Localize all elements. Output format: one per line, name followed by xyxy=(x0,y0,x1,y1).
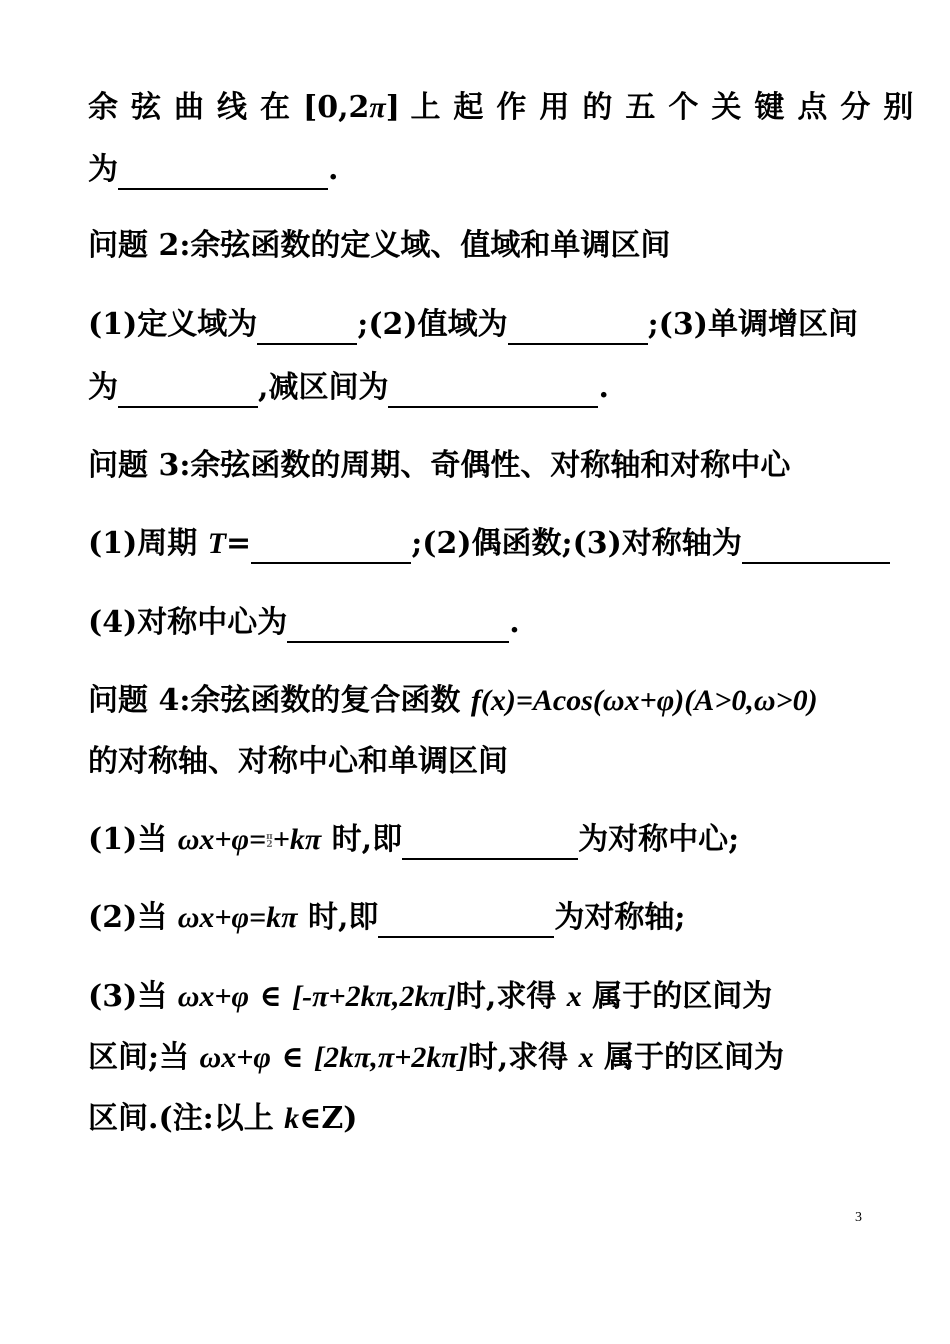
q4-item1-label: (1)当 xyxy=(88,822,178,857)
equals-sign: = xyxy=(226,526,252,561)
var-x-2: x xyxy=(578,1041,594,1074)
var-T: T xyxy=(207,527,227,560)
q3-center-label: (4)对称中心为 xyxy=(88,605,288,640)
q2-range-label: ;(2)值域为 xyxy=(357,307,508,342)
answer-blank-center[interactable] xyxy=(287,607,509,643)
question-4-note xyxy=(88,1099,357,1139)
q4-item2-label: (2)当 xyxy=(88,900,178,935)
q3-period-label: (1)周期 xyxy=(88,526,208,561)
q4-item3-text: 时,求得 xyxy=(455,979,567,1014)
q2-end-period: . xyxy=(598,370,609,405)
answer-blank-range[interactable] xyxy=(508,309,648,345)
q3-parity-axis-label: ;(2)偶函数;(3)对称轴为 xyxy=(411,526,742,561)
q4-item4-expr: ωx+φ xyxy=(199,1041,271,1074)
q4-item4-interval: [2kπ,π+2kπ] xyxy=(313,1041,468,1074)
q4-item3-tail: 属于的区间为 xyxy=(581,979,773,1014)
element-of-symbol: ∈ xyxy=(249,979,293,1014)
q4-item4-text: 时,求得 xyxy=(467,1040,579,1075)
question-3-line-2 xyxy=(88,603,520,643)
q2-domain-label: (1)定义域为 xyxy=(88,307,258,342)
var-k: k xyxy=(284,1102,300,1135)
answer-blank-axis[interactable] xyxy=(742,528,890,564)
question-4-title-line-2 xyxy=(88,742,508,782)
q4-note-text: 区间.(注:以上 xyxy=(88,1101,285,1136)
q3-title-text: 问题 3:余弦函数的周期、奇偶性、对称轴和对称中心 xyxy=(88,448,791,483)
question-4-item-3-cont xyxy=(88,1038,784,1078)
text-cosine-curve: 余弦曲线在 xyxy=(88,90,303,125)
fraction-numerator: π xyxy=(266,832,273,842)
question-4-item-1 xyxy=(88,820,739,860)
q4-item2-suffix: 为对称轴; xyxy=(554,900,686,935)
q4-note-end: ∈Z) xyxy=(299,1101,358,1136)
fraction-denominator: 2 xyxy=(266,840,273,850)
q2-decreasing-label: ,减区间为 xyxy=(258,370,389,405)
interval-end: ] xyxy=(385,90,400,125)
question-3-line-1 xyxy=(88,524,890,564)
q4-formula: f(x)=Acos(ωx+φ)(A>0,ω>0) xyxy=(470,684,818,717)
q4-item1-expr2: +kπ xyxy=(272,823,322,856)
answer-blank-domain[interactable] xyxy=(257,309,357,345)
text-wei: 为 xyxy=(88,152,118,187)
answer-blank-increasing[interactable] xyxy=(118,372,258,408)
q3-end-period: . xyxy=(509,605,520,640)
text-key-points: 上起作用的五个关键点分别 xyxy=(410,90,927,125)
answer-blank-key-points[interactable] xyxy=(118,154,328,190)
q4-item1-expr: ωx+φ= xyxy=(177,823,267,856)
question-4-item-2 xyxy=(88,898,686,938)
element-of-symbol-2: ∈ xyxy=(270,1040,314,1075)
paragraph-line-2 xyxy=(88,150,338,190)
q4-item4-tail: 属于的区间为 xyxy=(593,1040,785,1075)
answer-blank-symmetry-axis[interactable] xyxy=(378,902,554,938)
q4-item3-label: (3)当 xyxy=(88,979,178,1014)
question-2-line-2 xyxy=(88,368,609,408)
question-4-item-3 xyxy=(88,977,772,1017)
question-2-title xyxy=(88,226,670,266)
q4-item1-when: 时,即 xyxy=(321,822,403,857)
answer-blank-decreasing[interactable] xyxy=(388,372,598,408)
page-number: 3 xyxy=(855,1210,862,1225)
q2-increasing-label: ;(3)单调增区间 xyxy=(647,307,858,342)
q4-item2-expr: ωx+φ=kπ xyxy=(177,901,298,934)
q4-item3-expr: ωx+φ xyxy=(177,980,250,1013)
var-x: x xyxy=(566,980,582,1013)
q4-item3-interval: [-π+2kπ,2kπ] xyxy=(292,980,456,1013)
interval-start: [0,2 xyxy=(303,90,370,125)
q4-title-text: 问题 4:余弦函数的复合函数 xyxy=(88,683,471,718)
q2-title-text: 问题 2:余弦函数的定义域、值域和单调区间 xyxy=(88,228,671,263)
q4-item4-label: 区间;当 xyxy=(88,1040,200,1075)
q4-item1-suffix: 为对称中心; xyxy=(578,822,740,857)
q4-title-text-2: 的对称轴、对称中心和单调区间 xyxy=(88,744,508,779)
question-2-line-1 xyxy=(88,305,858,345)
fraction-pi-over-2 xyxy=(266,833,273,849)
question-4-title-line-1 xyxy=(88,681,818,721)
q2-wei-label: 为 xyxy=(88,370,118,405)
answer-blank-symmetry-center[interactable] xyxy=(402,824,578,860)
answer-blank-period[interactable] xyxy=(251,528,411,564)
question-3-title xyxy=(88,446,790,486)
text-period: . xyxy=(328,152,339,187)
pi-symbol: π xyxy=(369,91,386,124)
paragraph-line-1 xyxy=(88,88,926,128)
q4-item2-when: 时,即 xyxy=(297,900,379,935)
